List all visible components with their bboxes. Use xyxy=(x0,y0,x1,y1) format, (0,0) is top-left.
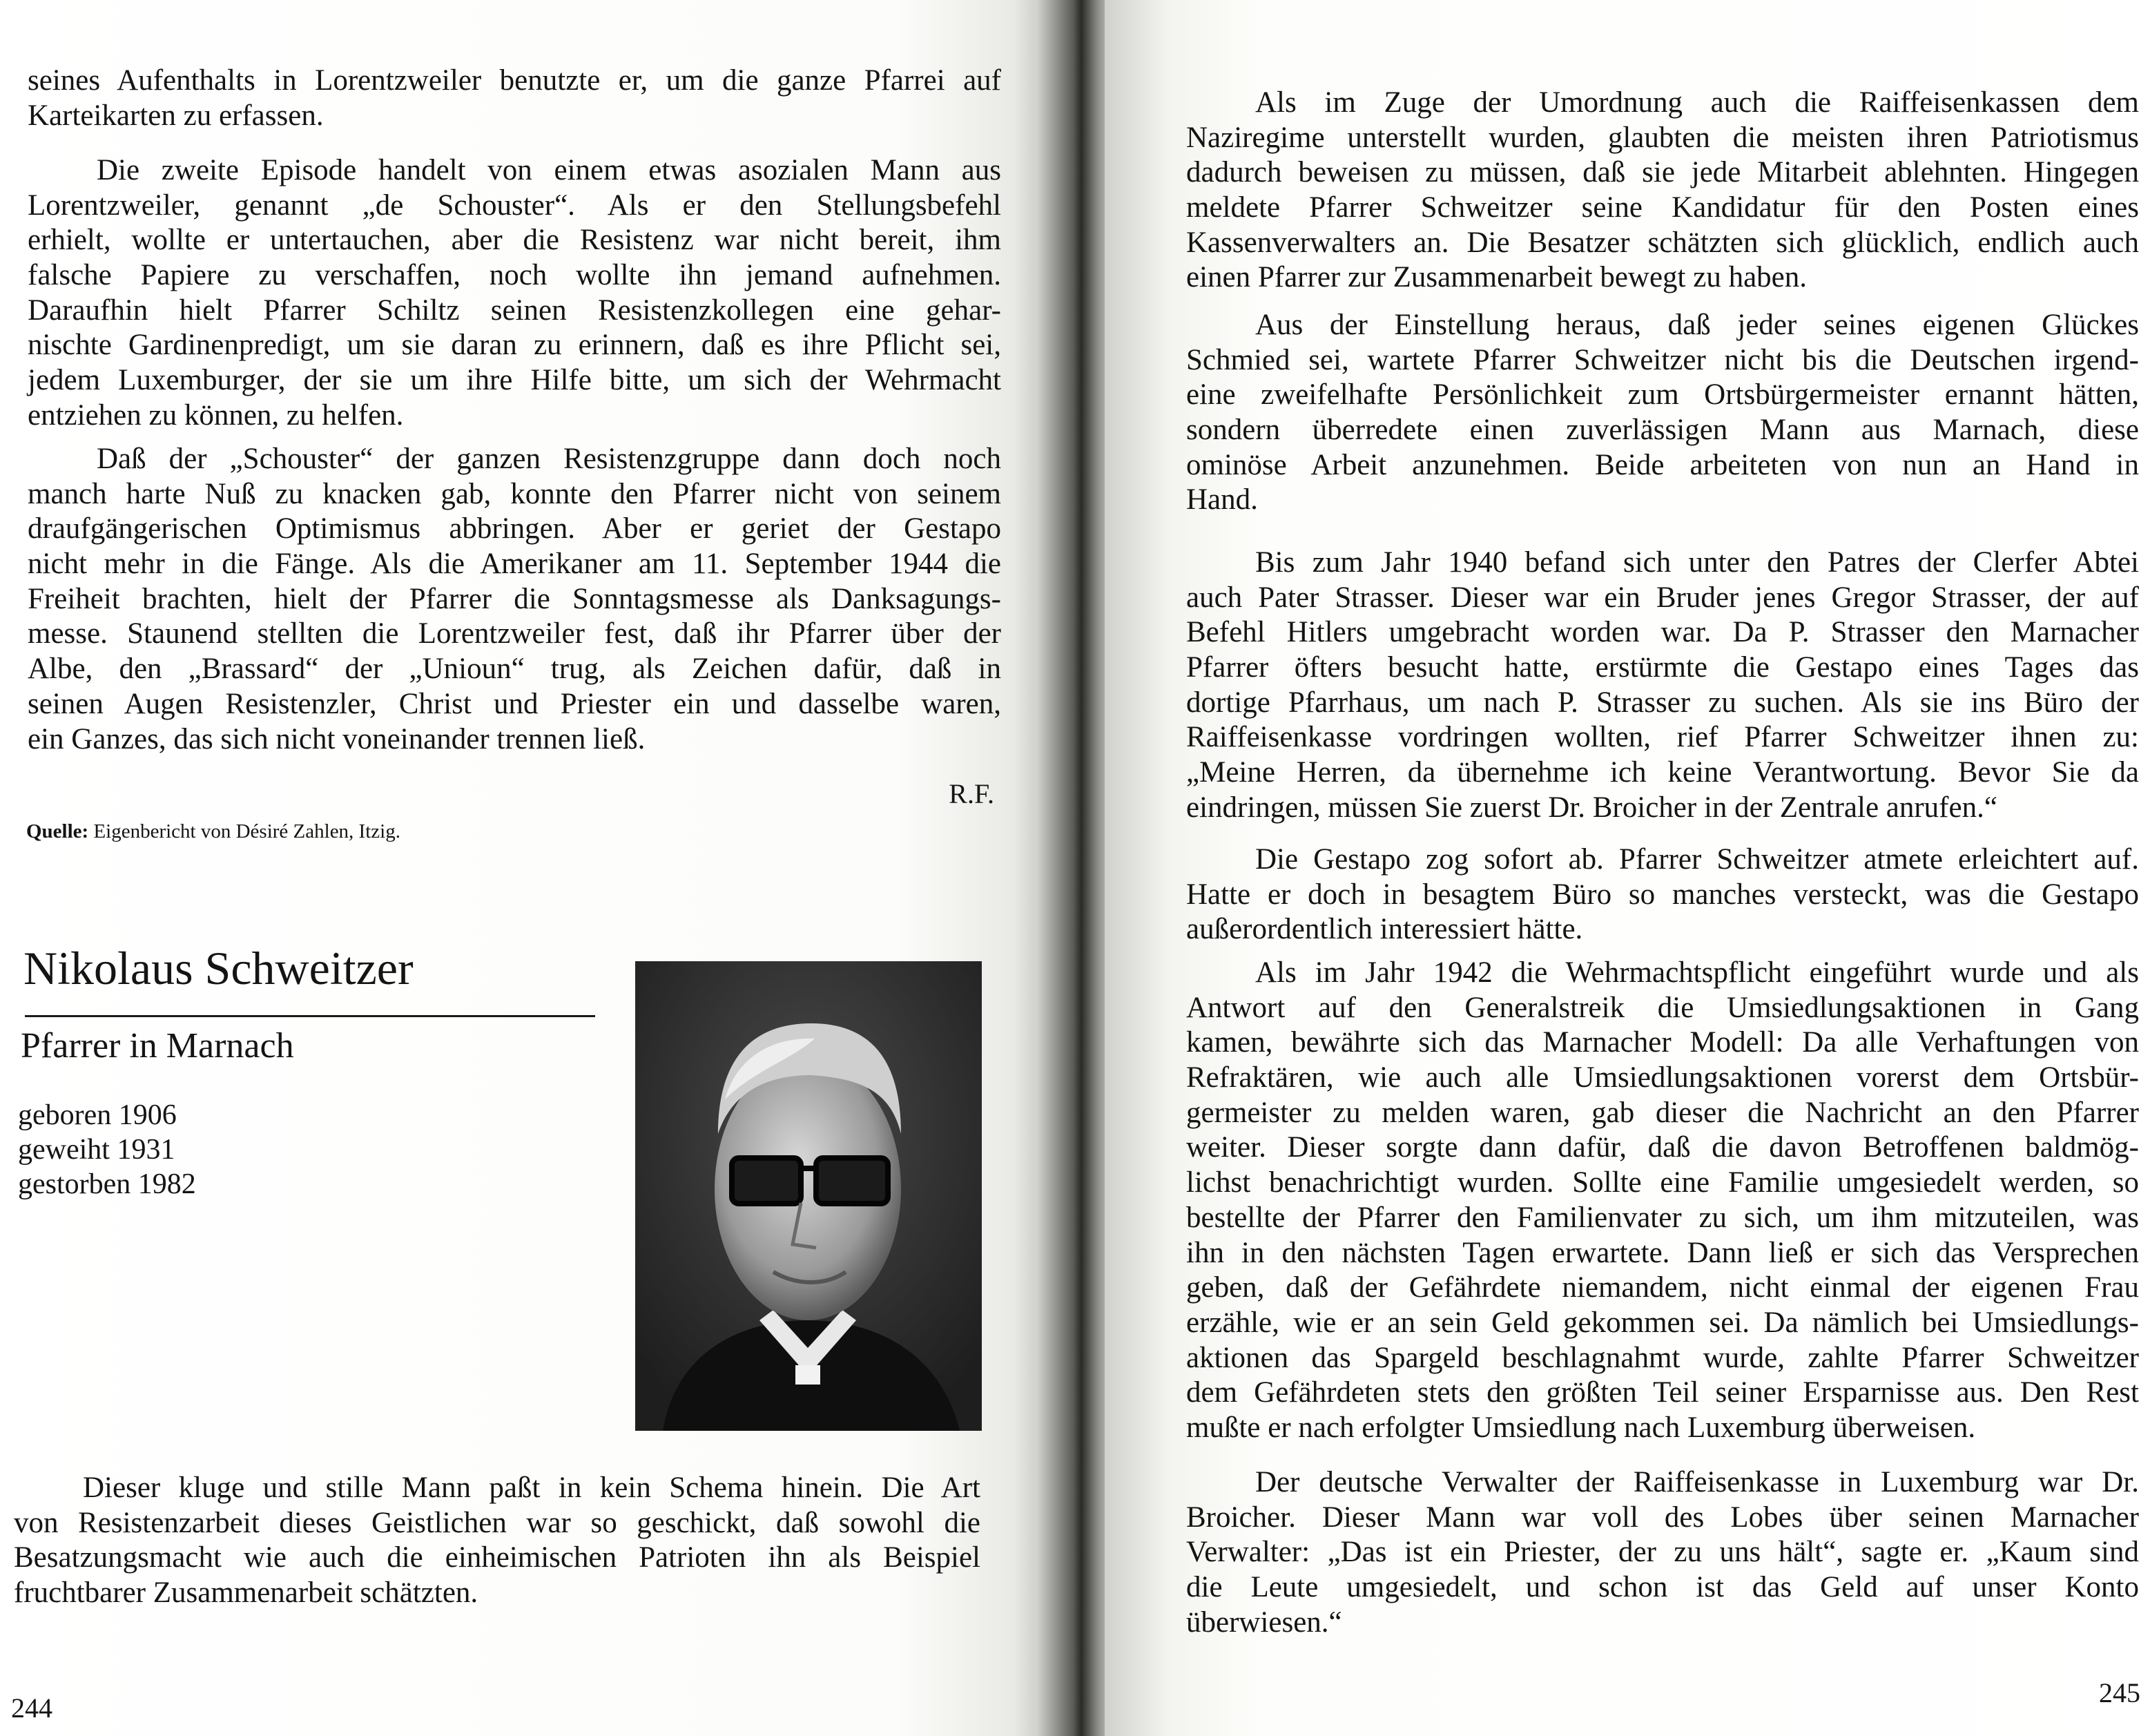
paragraph xyxy=(1186,956,2139,1446)
text-line: dem Gefährdeten stets den größten Teil seiner Ersparnisse aus. Den Rest xyxy=(1186,1376,2139,1409)
text-line: draufgängerischen Optimismus abbringen. Aber er geriet der Gestapo xyxy=(28,512,1001,546)
text-line: Als im Jahr 1942 die Wehrmachtspflicht eingeführt wurde und als xyxy=(1255,956,2139,989)
text-line: Lorentzweiler, genannt „de Schouster“. Als er den Stellungsbefehl xyxy=(28,189,1001,222)
text-line: ein Ganzes, das sich nicht voneinander trennen ließ. xyxy=(28,722,646,755)
paragraph xyxy=(1186,842,2139,947)
source-text: Eigenbericht von Désiré Zahlen, Itzig. xyxy=(93,820,400,842)
text-line: Raiffeisenkasse vordringen wollten, rief Pfarrer Schweitzer ihnen zu: xyxy=(1186,721,2139,754)
text-line: Verwalter: „Das ist ein Priester, der zu uns hält“, sagte er. „Kaum sind xyxy=(1186,1536,2139,1569)
paragraph xyxy=(28,153,1001,434)
text-line: bestellte der Pfarrer den Familienvater zu sich, um ihm mitzuteilen, was xyxy=(1186,1201,2139,1234)
source-note xyxy=(26,820,400,843)
text-line: erhielt, wollte er untertauchen, aber die Resistenz war nicht bereit, ihm xyxy=(28,224,1001,257)
text-line: Broicher. Dieser Mann war voll des Lobes über seinen Marnacher xyxy=(1186,1501,2139,1534)
text-line: messe. Staunend stellten die Lorentzweiler fest, daß ihr Pfarrer über der xyxy=(28,617,1001,650)
text-line: dortige Pfarrhaus, um nach P. Strasser zu suchen. Als sie ins Büro der xyxy=(1186,686,2139,719)
death-date: gestorben 1982 xyxy=(18,1168,196,1200)
text-line: sondern überredete einen zuverlässigen Mann aus Marnach, diese xyxy=(1186,414,2139,447)
source-label: Quelle: xyxy=(26,820,89,842)
text-line: aktionen das Spargeld beschlagnahmt wurde, zahlte Pfarrer Schweitzer xyxy=(1186,1341,2139,1374)
text-line: dadurch beweisen zu müssen, daß sie jede Mitarbeit ablehnten. Hingegen xyxy=(1186,156,2139,189)
text-line: Besatzungsmacht wie auch die einheimischen Patrioten ihn als Beispiel xyxy=(14,1541,980,1574)
text-line: seines Aufenthalts in Lorentzweiler benutzte er, um die ganze Pfarrei auf xyxy=(28,64,1001,97)
text-line: Hatte er doch in besagtem Büro so manches versteckt, was die Gestapo xyxy=(1186,878,2139,911)
paragraph xyxy=(1186,308,2139,518)
text-line: ihn in den nächsten Tagen erwartete. Dann ließ er sich das Versprechen xyxy=(1186,1236,2139,1269)
text-line: Antwort auf den Generalstreik die Umsiedlungsaktionen in Gang xyxy=(1186,991,2139,1024)
text-line: mußte er nach erfolgter Umsiedlung nach Luxemburg überweisen. xyxy=(1186,1411,1976,1444)
left-page xyxy=(0,0,1056,1736)
title-rule xyxy=(25,1015,595,1017)
portrait-image xyxy=(635,961,982,1431)
text-line: die Leute umgesiedelt, und schon ist das Geld auf unser Konto xyxy=(1186,1571,2139,1604)
text-line: Dieser kluge und stille Mann paßt in kein Schema hinein. Die Art xyxy=(83,1472,980,1504)
text-line: nischte Gardinenpredigt, um sie daran zu erinnern, daß es ihre Pflicht sei, xyxy=(28,329,1001,362)
text-line: Albe, den „Brassard“ der „Unioun“ trug, als Zeichen dafür, daß in xyxy=(28,653,1001,686)
paragraph xyxy=(1186,86,2139,296)
portrait-photo xyxy=(635,961,982,1431)
text-line: germeister zu melden waren, gab dieser die Nachricht an den Pfarrer xyxy=(1186,1096,2139,1129)
text-line: seinen Augen Resistenzler, Christ und Priester ein und dasselbe waren, xyxy=(28,687,1001,720)
paragraph xyxy=(1186,1465,2139,1640)
section-title: Nikolaus Schweitzer xyxy=(23,942,414,994)
text-line: fruchtbarer Zusammenarbeit schätzten. xyxy=(14,1576,478,1610)
text-line: weiter. Dieser sorgte dann dafür, daß die davon Betroffenen baldmög- xyxy=(1186,1131,2139,1164)
page-number: 244 xyxy=(11,1692,52,1724)
text-line: Aus der Einstellung heraus, daß jeder seines eigenen Glückes xyxy=(1255,309,2139,341)
text-line: von Resistenzarbeit dieses Geistlichen war so geschickt, daß sowohl die xyxy=(14,1506,980,1539)
text-line: Befehl Hitlers umgebracht worden war. Da P. Strasser den Marnacher xyxy=(1186,616,2139,649)
section-subtitle: Pfarrer in Marnach xyxy=(21,1026,294,1065)
text-line: „Meine Herren, da übernehme ich keine Verantwortung. Bevor Sie da xyxy=(1186,756,2139,789)
text-line: Naziregime unterstellt wurden, glaubten die meisten ihren Patriotismus xyxy=(1186,121,2139,154)
text-line: jedem Luxemburger, der sie um ihre Hilfe bitte, um sich der Wehrmacht xyxy=(28,364,1001,397)
text-line: Pfarrer öfters besucht hatte, erstürmte die Gestapo eines Tages das xyxy=(1186,651,2139,684)
text-line: geben, daß der Gefährdete niemandem, nicht einmal der eigenen Frau xyxy=(1186,1271,2139,1304)
text-line: Schmied sei, wartete Pfarrer Schweitzer nicht bis die Deutschen irgend- xyxy=(1186,343,2139,376)
text-line: Freiheit brachten, hielt der Pfarrer die Sonntagsmesse als Danksagungs- xyxy=(28,582,1001,615)
text-line: überwiesen.“ xyxy=(1186,1605,1342,1639)
text-line: kamen, bewährte sich das Marnacher Modell: Da alle Verhaftungen von xyxy=(1186,1026,2139,1059)
text-line: Karteikarten zu erfassen. xyxy=(28,99,324,132)
page-number: 245 xyxy=(2099,1677,2140,1708)
text-line: einen Pfarrer zur Zusammenarbeit bewegt zu haben. xyxy=(1186,261,1808,294)
text-line: erzähle, wie er an sein Geld gekommen sei. Da nämlich bei Umsiedlungs- xyxy=(1186,1306,2139,1339)
text-line: Der deutsche Verwalter der Raiffeisenkasse in Luxemburg war Dr. xyxy=(1255,1466,2139,1498)
text-line: Kassenverwalters an. Die Besatzer schätzten sich glücklich, endlich auch xyxy=(1186,226,2139,259)
text-line: ominöse Arbeit anzunehmen. Beide arbeiteten von nun an Hand in xyxy=(1186,448,2139,481)
text-line: manch harte Nuß zu knacken gab, konnte den Pfarrer nicht von seinem xyxy=(28,477,1001,510)
text-line: Die zweite Episode handelt von einem etwas asozialen Mann aus xyxy=(97,154,1001,186)
text-line: meldete Pfarrer Schweitzer seine Kandidatur für den Posten eines xyxy=(1186,191,2139,224)
text-line: Als im Zuge der Umordnung auch die Raiffeisenkassen dem xyxy=(1255,86,2139,119)
text-line: nicht mehr in die Fänge. Als die Amerikaner am 11. September 1944 die xyxy=(28,548,1001,581)
text-line: falsche Papiere zu verschaffen, noch wollte ihn jemand aufnehmen. xyxy=(28,259,1001,292)
text-line: Die Gestapo zog sofort ab. Pfarrer Schweitzer atmete erleichtert auf. xyxy=(1255,843,2139,876)
text-line: Hand. xyxy=(1186,483,1258,517)
text-line: auch Pater Strasser. Dieser war ein Bruder jenes Gregor Strasser, der auf xyxy=(1186,581,2139,614)
birth-date: geboren 1906 xyxy=(18,1099,177,1131)
text-line: eindringen, müssen Sie zuerst Dr. Broicher in der Zentrale anrufen.“ xyxy=(1186,791,1997,824)
text-line: Bis zum Jahr 1940 befand sich unter den Patres der Clerfer Abtei xyxy=(1255,546,2139,579)
text-line: lichst benachrichtigt wurden. Sollte eine Familie umgesiedelt werden, so xyxy=(1186,1166,2139,1199)
paragraph xyxy=(14,1471,980,1611)
ordination-date: geweiht 1931 xyxy=(18,1134,175,1166)
paragraph xyxy=(28,64,1001,133)
text-line: eine zweifelhafte Persönlichkeit zum Ortsbürgermeister ernannt hätten, xyxy=(1186,378,2139,412)
paragraph xyxy=(28,442,1001,757)
text-line: entziehen zu können, zu helfen. xyxy=(28,398,404,432)
text-line: außerordentlich interessiert hätte. xyxy=(1186,913,1583,946)
text-line: Daraufhin hielt Pfarrer Schiltz seinen Resistenzkollegen eine gehar- xyxy=(28,293,1001,327)
paragraph xyxy=(1186,546,2139,826)
bio-dates xyxy=(18,1098,196,1202)
text-line: Refraktären, wie auch alle Umsiedlungsaktionen vorerst dem Ortsbür- xyxy=(1186,1061,2139,1094)
author-initials: R.F. xyxy=(949,778,994,809)
text-line: Daß der „Schouster“ der ganzen Resistenzgruppe dann doch noch xyxy=(97,443,1001,475)
